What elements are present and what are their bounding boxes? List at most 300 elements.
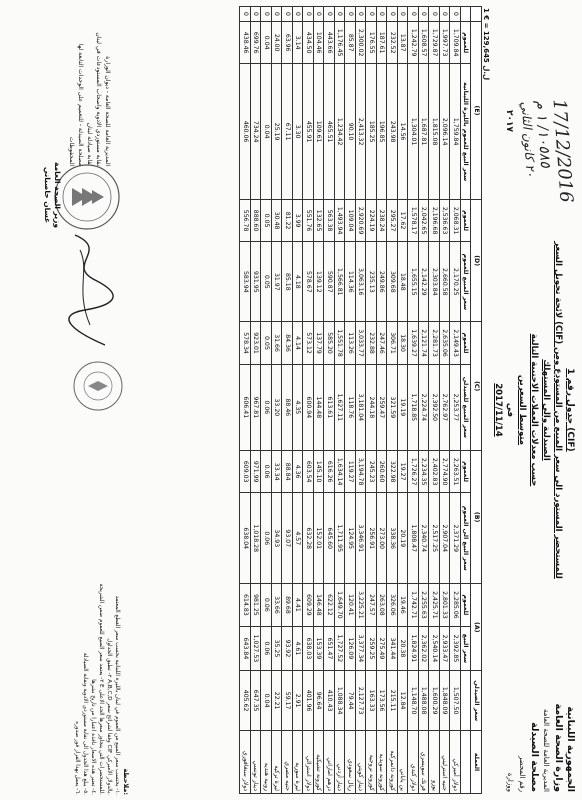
year-tag: ٢٠١٧ (504, 110, 514, 132)
price-cell: 0.06 (261, 364, 272, 450)
handwritten-line2: ١٠٥٨٥/ ١ م (532, 99, 554, 169)
price-cell: 309.68 (387, 242, 398, 322)
rates-table (240, 6, 483, 794)
price-cell: 79.44 (345, 671, 356, 731)
currency-header: العملة (471, 731, 482, 794)
sub-b2: سعر البيع الى العموم (461, 493, 472, 584)
table-row (429, 7, 440, 794)
price-cell: 238.24 (377, 199, 388, 241)
price-cell: 245.23 (366, 450, 377, 492)
price-cell: 3,225.21 (356, 584, 367, 626)
currency-name-cell: ليرة سورية (293, 731, 304, 794)
price-cell: 85.87 (345, 22, 356, 64)
footnotes (73, 520, 130, 795)
price-cell: 235.13 (366, 242, 377, 322)
price-cell: 1,742.71 (408, 584, 419, 626)
price-cell: 145.10 (314, 450, 325, 492)
price-cell: 647.35 (251, 671, 262, 731)
price-cell: 2,392.85 (450, 626, 461, 671)
price-cell: 609.29 (303, 584, 314, 626)
price-cell: 259.25 (366, 626, 377, 671)
price-cell: 651.47 (324, 626, 335, 671)
price-cell: 2,170.25 (450, 242, 461, 322)
table-row (440, 7, 451, 794)
ministry-stamp-icon (72, 360, 124, 412)
price-cell: 2,425.71 (429, 584, 440, 626)
group-e-header: (E) (471, 22, 482, 200)
price-cell: 2,121.74 (419, 322, 430, 364)
price-cell: 139.12 (314, 242, 325, 322)
currency-name-cell: دولار سنغافوري (240, 731, 251, 794)
table-row (408, 7, 419, 794)
price-cell: 84.36 (282, 322, 293, 364)
sub-pharma (461, 671, 472, 731)
price-cell: 338.36 (387, 493, 398, 584)
price-cell: 163.33 (366, 671, 377, 731)
price-cell: 0.04 (261, 64, 272, 200)
pharma-price-header: سعر الصيدلي (471, 671, 482, 731)
table-row (377, 7, 388, 794)
currency-name-cell: كورونة سويدية (377, 731, 388, 794)
price-cell: 1,578.17 (408, 199, 419, 241)
table-row (261, 7, 272, 794)
footnote-2: ٢- تطبق الجداول A,B,C,D وفقا لشرائح سعر CIF بالدولار الأميركي. (106, 638, 112, 795)
title-line1: جدول رقم 1 (CIF) (565, 368, 575, 452)
table-row (240, 7, 251, 794)
sub-a1: للعموم (461, 584, 472, 626)
price-cell: 104.46 (314, 22, 325, 64)
price-cell: 153.39 (314, 626, 325, 671)
sub-header-row (461, 7, 472, 794)
price-cell: 0.06 (261, 584, 272, 626)
price-cell: 0.04 (261, 671, 272, 731)
price-cell: 24.00 (272, 22, 283, 64)
minister-title: وزير الصحة العامة (53, 161, 62, 229)
price-cell: 322.98 (387, 450, 398, 492)
footnote-4: ٤- تعتبر هذه الاسعار نافذة اعتبارا من تاريخ نشرها. (90, 679, 96, 795)
price-cell: 31.66 (272, 322, 283, 364)
zero-cell: 0 (335, 7, 346, 22)
price-cell: 1,687.81 (419, 64, 430, 200)
zero-cell: 0 (387, 7, 398, 22)
price-cell: 1,759.84 (450, 64, 461, 200)
price-cell: 0.05 (261, 242, 272, 322)
price-cell: 1,729.87 (429, 22, 440, 64)
price-cell: 2,635.06 (440, 322, 451, 364)
price-cell: 0.04 (261, 22, 272, 64)
currency-name-cell: دينار تونسي (251, 731, 262, 794)
price-cell: 1,639.27 (408, 322, 419, 364)
currency-name-cell: دولار استرالي (303, 731, 314, 794)
price-cell: 85.18 (282, 242, 293, 322)
currency-name-cell: ليرة تركية (272, 731, 283, 794)
price-cell: 232.88 (366, 322, 377, 364)
zero-cell: 0 (324, 7, 335, 22)
price-cell: 1,600.29 (429, 671, 440, 731)
price-cell: 3,063.16 (356, 242, 367, 322)
price-cell: 1,027.53 (251, 626, 262, 671)
footnote-3: ٣- يعتمد سعر المبيع للعموم ضمن الشريحة E للمستحضرات التي يتجاوز سعرها الحد الاعلى. (98, 583, 104, 795)
footnote-heading: ملاحظة: (122, 768, 130, 795)
table-row (251, 7, 262, 794)
table-row (387, 7, 398, 794)
table-row (324, 7, 335, 794)
price-cell: 0.06 (261, 450, 272, 492)
price-cell: 971.99 (251, 450, 262, 492)
distribution-2: نقابة مستوردي الادوية واصحاب المستودعات في لبنان (95, 32, 102, 166)
price-cell: 243.98 (387, 64, 398, 200)
currency-name-cell: كورونة دانمركية (387, 731, 398, 794)
price-cell: 33.20 (272, 364, 283, 450)
price-cell: 3.14 (293, 22, 304, 64)
price-cell: 14.56 (398, 64, 409, 200)
zero-cell: 0 (293, 7, 304, 22)
price-cell: 137.79 (314, 322, 325, 364)
price-cell: 35.25 (272, 626, 283, 671)
price-cell: 556.78 (240, 199, 251, 241)
price-cell: 2,234.35 (419, 450, 430, 492)
price-cell: 152.01 (314, 493, 325, 584)
price-cell: 2,255.63 (419, 584, 430, 626)
table-row (314, 7, 325, 794)
price-cell: 2,042.65 (419, 199, 430, 241)
price-cell: 2,362.02 (419, 626, 430, 671)
zero-cell: 0 (272, 7, 283, 22)
group-a-header: (A) (471, 584, 482, 671)
ref-label: رقم المحضر (518, 755, 526, 792)
price-cell: 2,224.74 (419, 364, 430, 450)
price-cell: 632.28 (303, 493, 314, 584)
sub-b1: للعموم (461, 450, 472, 492)
price-cell: 643.84 (240, 626, 251, 671)
currency-name-cell: كورونة نروجية (366, 731, 377, 794)
price-cell: 606.41 (240, 364, 251, 450)
zero-cell: 0 (440, 7, 451, 22)
price-cell: 967.81 (251, 364, 262, 450)
ministry-seal-icon (52, 162, 122, 232)
price-cell: 2,402.83 (429, 450, 440, 492)
zero-cell: 0 (345, 7, 356, 22)
zero-cell: 0 (377, 7, 388, 22)
table-row (366, 7, 377, 794)
from-label: في (505, 402, 515, 418)
price-cell: 2,263.51 (450, 450, 461, 492)
price-cell: 109.04 (345, 199, 356, 241)
price-cell: 3.99 (293, 199, 304, 241)
price-cell: 438.46 (240, 22, 251, 64)
currency-note: ل.ل 129,645 = € 1 (482, 8, 490, 81)
currency-name-cell: ريال سعودي (345, 731, 356, 794)
table-row (419, 7, 430, 794)
price-cell: 2,149.43 (450, 322, 461, 364)
table-row (272, 7, 283, 794)
price-cell: 3,194.78 (356, 450, 367, 492)
zero-cell: 0 (240, 7, 251, 22)
zero-cell: 0 (366, 7, 377, 22)
avg-label: متوسط السعرين (517, 374, 527, 446)
price-cell: 923.01 (251, 322, 262, 364)
price-cell: 699.76 (251, 22, 262, 64)
price-cell: 34.93 (272, 493, 283, 584)
price-cell: 90.10 (345, 64, 356, 200)
table-row (335, 7, 346, 794)
price-cell: 1,649.70 (335, 584, 346, 626)
price-cell: 295.27 (387, 199, 398, 241)
price-cell: 734.24 (251, 64, 262, 200)
price-cell: 114.36 (345, 242, 356, 322)
price-cell: 224.19 (366, 199, 377, 241)
price-cell: 321.59 (387, 364, 398, 450)
handwritten-line1: 17/12/2016 (548, 98, 577, 204)
price-cell: 2,413.32 (356, 64, 367, 200)
price-cell: 196.85 (377, 64, 388, 200)
price-cell: 434.50 (303, 22, 314, 64)
price-cell: 249.86 (377, 242, 388, 322)
distribution-5: المحفوظات (68, 136, 75, 166)
price-cell: 263.08 (377, 584, 388, 626)
price-cell: 124.95 (345, 493, 356, 584)
price-cell: 931.95 (251, 242, 262, 322)
distribution-list (67, 6, 112, 166)
price-cell: 88.46 (282, 364, 293, 450)
zero-cell: 0 (398, 7, 409, 22)
price-cell: 609.03 (240, 450, 251, 492)
price-cell: 33.34 (272, 450, 283, 492)
price-cell: 173.56 (377, 671, 388, 731)
price-cell: 0.05 (261, 322, 272, 364)
price-cell: 1,088.34 (335, 671, 346, 731)
price-cell: 590.87 (324, 242, 335, 322)
price-cell: 232.52 (387, 22, 398, 64)
price-cell: 443.66 (324, 22, 335, 64)
handwritten-line3: ٢٠ كانون الثاني (518, 100, 538, 178)
price-cell: 583.94 (240, 242, 251, 322)
price-cell: 2,907.04 (440, 493, 451, 584)
price-cell: 622.12 (324, 584, 335, 626)
currency-name-cell: روبية هندية (261, 731, 272, 794)
price-cell: 3,033.77 (356, 322, 367, 364)
price-cell: 613.61 (324, 364, 335, 450)
price-cell: 2,340.74 (419, 493, 430, 584)
currency-name-cell: دينار كويتي (356, 731, 367, 794)
price-cell: 0.05 (261, 199, 272, 241)
price-cell: 578.34 (240, 322, 251, 364)
price-cell: 0.06 (261, 493, 272, 584)
price-cell: 259.47 (377, 364, 388, 450)
price-cell: 1,726.27 (408, 450, 419, 492)
price-cell: 551.76 (303, 199, 314, 241)
price-cell: 2,371.29 (450, 493, 461, 584)
price-cell: 638.04 (240, 493, 251, 584)
price-cell: 1,815.08 (429, 64, 440, 200)
price-cell: 2,536.63 (440, 199, 451, 241)
zero-cell: 0 (251, 7, 262, 22)
price-cell: 341.44 (387, 626, 398, 671)
document-title (492, 240, 576, 580)
price-cell: 4.14 (293, 322, 304, 364)
sub-d2: سعر المبيع للعموم (461, 242, 472, 322)
sub-a2: سعر البيع (461, 626, 472, 671)
price-cell: 2,068.31 (450, 199, 461, 241)
price-cell: 1,488.08 (419, 671, 430, 731)
directorate-name: المديرية العامة للصحة العامة (542, 709, 550, 792)
price-cell: 2,933.47 (440, 626, 451, 671)
price-cell: 2,285.06 (450, 584, 461, 626)
price-cell: 2,762.97 (440, 364, 451, 450)
price-cell: 616.26 (324, 450, 335, 492)
price-cell: 12.84 (398, 671, 409, 731)
title-line3: حسب معدلات العملات الاجنبية التالية (529, 333, 539, 487)
footnote-5: ٥- يبلغ هذا الجدول الى نقابة مستوردي الادوية ونقابة الصيادلة. (82, 652, 88, 795)
republic-name: الجمهورية اللبنانية (565, 706, 576, 792)
table-row (450, 7, 461, 794)
minister-block (42, 140, 62, 250)
price-cell: 600.94 (303, 364, 314, 450)
price-cell: 119.27 (345, 450, 356, 492)
price-cell: 1,997.73 (440, 22, 451, 64)
currency-name-cell: دولار أميركي (450, 731, 461, 794)
price-cell: 4.35 (293, 364, 304, 450)
price-cell: 4.61 (293, 626, 304, 671)
price-cell: 981.25 (251, 584, 262, 626)
price-cell: 1,848.09 (440, 671, 451, 731)
zero-cell: 0 (314, 7, 325, 22)
price-cell: 1,634.14 (335, 450, 346, 492)
footnote-6: ٦- يعمل بهذا القرار فور صدوره. (74, 721, 80, 795)
price-cell: 33.66 (272, 584, 283, 626)
table-row (303, 7, 314, 794)
price-cell: 118.76 (345, 364, 356, 450)
zero-sub (461, 7, 472, 22)
sub-e1: للعموم (461, 22, 472, 64)
price-cell: 2,540.14 (429, 626, 440, 671)
price-cell: 185.25 (366, 64, 377, 200)
price-cell: 573.12 (303, 322, 314, 364)
table-row (356, 7, 367, 794)
price-cell: 215.11 (387, 671, 398, 731)
price-cell: 563.38 (324, 199, 335, 241)
price-cell: 1,608.57 (419, 22, 430, 64)
price-cell: 260.60 (377, 450, 388, 492)
price-cell: 275.49 (377, 626, 388, 671)
price-cell: 1,493.94 (335, 199, 346, 241)
price-cell: 405.62 (240, 671, 251, 731)
price-cell: 273.00 (377, 493, 388, 584)
price-cell: 20.38 (398, 626, 409, 671)
sub-currency (461, 731, 472, 794)
price-cell: 109.61 (314, 64, 325, 200)
price-cell: 1,507.50 (450, 671, 461, 731)
table-row (293, 7, 304, 794)
zero-cell: 0 (356, 7, 367, 22)
price-cell: 59.17 (282, 671, 293, 731)
price-cell: 1,709.84 (450, 22, 461, 64)
ref-sub: ووزارة (506, 772, 514, 792)
price-cell: 645.60 (324, 493, 335, 584)
price-cell: 1,655.15 (408, 242, 419, 322)
group-d-header: (D) (471, 199, 482, 321)
price-cell: 1,808.47 (408, 493, 419, 584)
price-cell: 2,281.73 (429, 322, 440, 364)
price-cell: 18.30 (398, 322, 409, 364)
price-cell: 614.83 (240, 584, 251, 626)
sub-c1: للعموم (461, 322, 472, 364)
price-cell: 460.06 (240, 64, 251, 200)
price-cell: 4.36 (293, 450, 304, 492)
price-cell: 81.22 (282, 199, 293, 241)
price-cell: 0.06 (261, 626, 272, 671)
currency-name-cell: دينار أردني (335, 731, 346, 794)
price-cell: 410.43 (324, 671, 335, 731)
currency-name-cell: يورو (429, 731, 440, 794)
price-cell: 1,727.52 (335, 626, 346, 671)
zero-cell: 0 (282, 7, 293, 22)
price-cell: 4.41 (293, 584, 304, 626)
currency-name-cell: ين ياباني (398, 731, 409, 794)
currency-name-cell: كورونة تشيكية (314, 731, 325, 794)
price-cell: 247.46 (377, 322, 388, 364)
price-cell: 1,718.85 (408, 364, 419, 450)
price-cell: 1,304.01 (408, 64, 419, 200)
zero-cell: 0 (261, 7, 272, 22)
price-cell: 2,253.77 (450, 364, 461, 450)
price-cell: 2,127.73 (356, 671, 367, 731)
footnote-1: ١- يحتسب سعر المبيع من العموم في لبنان بالليرة اللبنانية بحسب سعر القطع المعتمد. (114, 595, 120, 795)
price-cell: 19.46 (398, 584, 409, 626)
signature-block (14, 160, 124, 410)
price-cell: 4.18 (293, 242, 304, 322)
price-cell: 585.20 (324, 322, 335, 364)
price-cell: 1,566.81 (335, 242, 346, 322)
zero-cell: 0 (419, 7, 430, 22)
price-cell: 465.51 (324, 64, 335, 200)
distribution-4: مصلحة الصيدلة - للتعميم على الوحدات التابعة لها (77, 43, 84, 166)
price-cell: 2,303.84 (429, 242, 440, 322)
price-cell: 3,346.91 (356, 493, 367, 584)
group-b-header: (B) (471, 450, 482, 583)
title-date: 2017/11/14 (493, 383, 503, 437)
price-cell: 1,018.28 (251, 493, 262, 584)
price-cell: 1,551.78 (335, 322, 346, 364)
currency-name-cell: فرنك سويسري (419, 731, 430, 794)
price-cell: 638.03 (303, 626, 314, 671)
price-cell: 2,300.02 (356, 22, 367, 64)
zero-cell: 0 (429, 7, 440, 22)
price-cell: 132.65 (314, 199, 325, 241)
price-cell: 63.96 (282, 22, 293, 64)
price-cell: 1,711.95 (335, 493, 346, 584)
zero-header (471, 7, 482, 22)
group-header-row (471, 7, 482, 794)
price-cell: 3,181.04 (356, 364, 367, 450)
price-cell: 19.27 (398, 450, 409, 492)
group-c-header: (C) (471, 322, 482, 451)
price-cell: 93.92 (282, 626, 293, 671)
price-cell: 1,148.70 (408, 671, 419, 731)
price-cell: 2,517.25 (429, 493, 440, 584)
price-cell: 120.41 (345, 584, 356, 626)
price-cell: 31.97 (272, 242, 283, 322)
price-cell: 144.48 (314, 364, 325, 450)
price-cell: 67.11 (282, 64, 293, 200)
price-cell: 244.18 (366, 364, 377, 450)
sub-c2: سعر المبيع للصيدلي (461, 364, 472, 450)
price-cell: 2,801.33 (440, 584, 451, 626)
distribution-3: نقابة صيادلة لبنان (86, 122, 93, 166)
price-cell: 1,627.11 (335, 364, 346, 450)
title-line2: لائحة تحويل السعر (CIF) للمستحضر المستورد الى سعر المبيع من المستودع ومن الصيدلية والى المستهلك (541, 241, 563, 579)
price-cell: 247.57 (366, 584, 377, 626)
